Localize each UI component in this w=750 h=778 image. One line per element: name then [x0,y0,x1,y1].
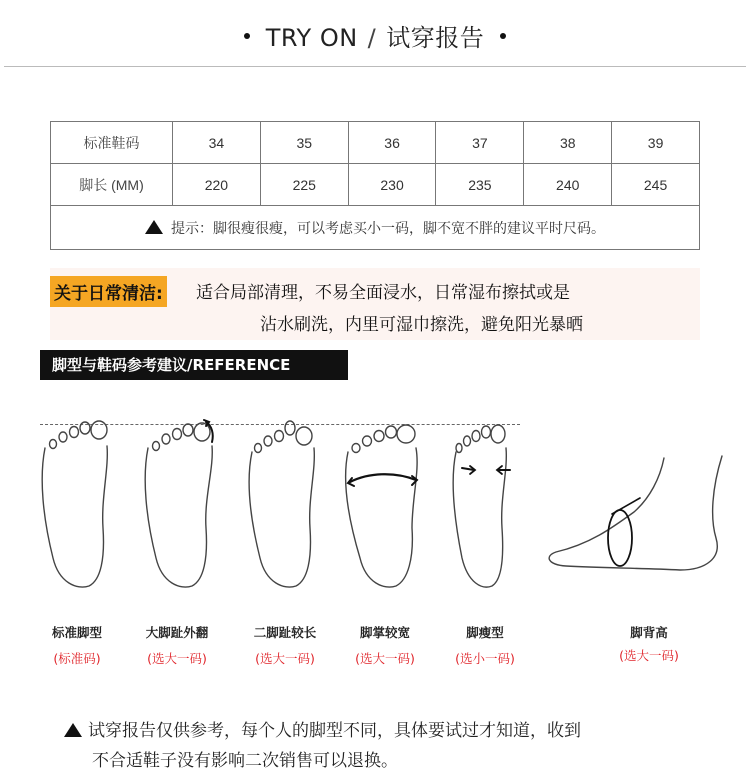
bunion-foot-icon [145,420,213,587]
header-separator: / [367,24,377,52]
size-cell: 34 [173,122,261,164]
disclaimer-line2: 不合适鞋子没有影响二次销售可以退换。 [92,751,398,771]
foot-type-name: 脚掌较宽 [359,625,410,640]
foot-type-advice: (选大一码) [355,651,415,666]
foot-type-advice: (选大一码) [255,651,315,666]
page-header [0,18,750,53]
header-divider [4,66,746,67]
narrow-foot-icon [453,425,510,587]
cleaning-text-line1: 适合局部清理，不易全面浸水，日常湿布擦拭或是 [196,283,570,303]
header-title-cn: 试穿报告 [386,24,485,52]
foot-type-name: 脚背高 [630,625,668,640]
size-tip [51,206,700,250]
bullet-dot [500,33,506,39]
disclaimer-line1: 试穿报告仅供参考，每个人的脚型不同，具体要试过才知道，收到 [88,721,581,741]
foot-type-advice: (选小一码) [455,651,515,666]
size-row-foot-length [51,164,700,206]
size-cell: 37 [436,122,524,164]
disclaimer-line1-row [64,716,581,746]
standard-foot-icon [42,421,107,587]
cleaning-section [50,268,700,340]
size-cell: 35 [260,122,348,164]
foot-type-name: 二脚趾较长 [253,625,317,640]
disclaimer-note [64,716,581,776]
length-cell: 225 [260,164,348,206]
size-tip-text: 提示：脚很瘦很瘦，可以考虑买小一码，脚不宽不胖的建议平时尺码。 [171,219,605,236]
foot-type-advice: (选大一码) [619,648,679,663]
cleaning-title: 关于日常清洁: [50,276,167,307]
length-cell: 245 [612,164,700,206]
header-title-en: TRY ON [265,24,358,52]
foot-type-advice: (标准码) [53,651,101,666]
high-instep-foot-icon [549,456,722,570]
foot-type-name: 大脚趾外翻 [145,625,209,640]
long-second-toe-foot-icon [249,421,314,587]
foot-illustrations [0,408,750,598]
foot-type-name: 脚瘦型 [466,625,504,640]
length-cell: 230 [348,164,436,206]
bullet-dot [244,33,250,39]
size-table [50,121,700,250]
size-row-tip [51,206,700,250]
row-label-foot-length: 脚长 (MM) [51,164,173,206]
warning-triangle-icon [145,220,163,234]
wide-forefoot-icon [346,425,417,587]
size-cell: 39 [612,122,700,164]
length-cell: 220 [173,164,261,206]
length-cell: 235 [436,164,524,206]
reference-title-bar: 脚型与鞋码参考建议/REFERENCE [40,350,348,380]
length-cell: 240 [524,164,612,206]
warning-triangle-icon [64,723,82,737]
row-label-standard-size: 标准鞋码 [51,122,173,164]
cleaning-text-line2: 沾水刷洗，内里可湿巾擦洗，避免阳光暴晒 [260,315,583,335]
foot-type-advice: (选大一码) [147,651,207,666]
size-cell: 36 [348,122,436,164]
foot-type-name: 标准脚型 [51,625,102,640]
size-row-standard [51,122,700,164]
size-cell: 38 [524,122,612,164]
